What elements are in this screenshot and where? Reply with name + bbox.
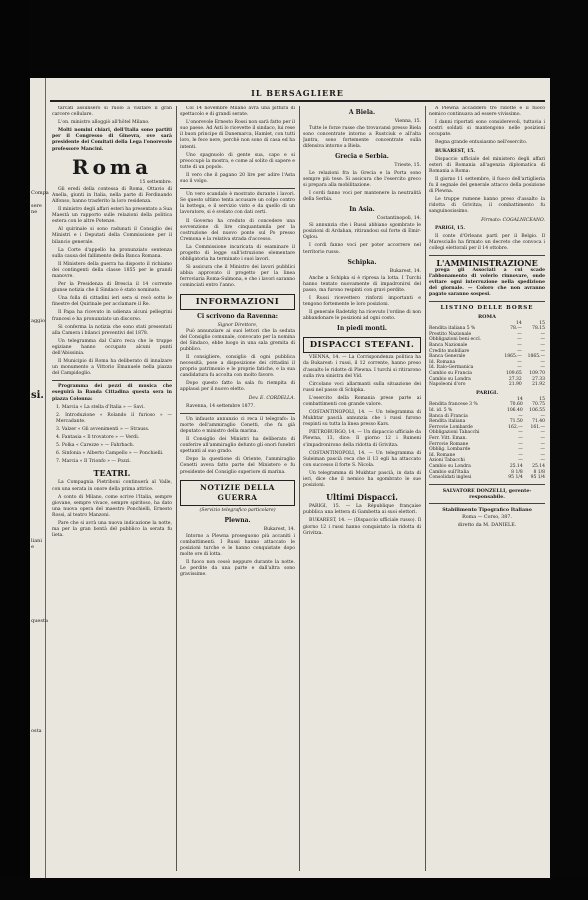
price-cell: — bbox=[540, 365, 545, 371]
paragraph: Al quirinale si sono radunati il Consiglio dei Ministri e i Deputati della Commissione per il bilancio generale. bbox=[52, 227, 172, 245]
price-cell: — bbox=[540, 331, 545, 337]
paragraph: Il generale Radetzky ha ricevuto l'ordine di non abbandonare le posizioni ad ogni costo. bbox=[303, 310, 421, 322]
paragraph: Le truppe rumene hanno preso d'assalto la ridotta di Grivitza; il combattimento fu sanguinosissimo. bbox=[429, 197, 545, 215]
paragraph: Gli eredi della contessa di Roma, Ottavio di Anella, giunti in Italia, nella parte di Ferdinando Alfonso, hanno trasferito la loro residenza. bbox=[52, 186, 172, 204]
table-row bbox=[429, 475, 545, 481]
amministrazione-title: L'AMMINISTRAZIONE bbox=[436, 257, 538, 268]
security-name-cell: Rendita italiana 5 % bbox=[429, 326, 476, 332]
dateline: Bukarest, 14. bbox=[263, 526, 295, 532]
price-cell: — bbox=[517, 365, 522, 371]
paragraph: VIENNA, 14. — La Corrispondenza politica ha da Bukarest: i russi, il 12 corrente, hanno preso d'assalto le ridotte di Plewna. I turchi si ritirarono sulla riva sinistra del Vid. bbox=[303, 355, 421, 379]
masthead bbox=[50, 88, 545, 98]
security-name-cell: Ferrovie Romane bbox=[429, 441, 469, 447]
price-cell: 1865.— bbox=[504, 354, 522, 360]
paragraph: tarcati assunsero sì ruolo a visitare il gran carcere cellulare. bbox=[52, 106, 172, 118]
divider bbox=[52, 380, 172, 381]
paragraph: Il fuoco non cessò neppure durante la notte. Le perdite da una parte e dall'altra sono gravissime. bbox=[180, 560, 295, 578]
bourse-table-parigi bbox=[429, 397, 545, 481]
section-title-informazioni: INFORMAZIONI bbox=[180, 294, 295, 310]
price-cell: — bbox=[540, 441, 545, 447]
price-cell: — bbox=[540, 458, 545, 464]
paragraph: Circolano voci allarmanti sulla situazione dei russi nel passo di Schipka. bbox=[303, 381, 421, 393]
security-name-cell: Banca di Francia bbox=[429, 413, 468, 419]
table-header-cell: 15 bbox=[539, 396, 545, 402]
paragraph: Il consigliere, consiglio di ogni pubblica necessità, pose a disposizione dei cittadini il proprio patrimonio e le proprie fatiche, e la sua candidatura fu accolta con molto favore. bbox=[180, 355, 295, 379]
paragraph: Intorno a Plewna proseguono più accaniti i combattimenti. I Russi hanno attaccato le posizioni turche e le hanno conquistate dopo molte ore di lotta. bbox=[180, 533, 295, 558]
scan-border-bottom bbox=[0, 878, 588, 900]
price-cell: — bbox=[517, 337, 522, 343]
table-header-cell: 14 bbox=[516, 396, 523, 402]
price-cell: 78.— bbox=[510, 326, 522, 332]
table-row bbox=[429, 382, 545, 388]
paragraph: PIETROBURGO, 14. — Un dispaccio ufficiale da Plewna, 13, dice: Il giorno 12 i Rumeni s'impadronirono della ridotta di Grivitza. bbox=[303, 430, 421, 448]
amministrazione-notice: prega gli Associati a cui scade l'abbonamento di volerlo rinnovare, onde evitare ogni interruzione nella spedizione del giornale. — Coloro che non avranno pagato saranno sospesi. bbox=[429, 267, 545, 298]
paragraph: Pare che si avrà una nuova indicazione la notte, ma per la gran bontà del pubblico la serata fu lieta. bbox=[52, 520, 172, 539]
programma-title: Programma dei pezzi di musica che eseguirà la Banda Cittadina questa sera in piazza Colonna: bbox=[52, 384, 172, 402]
section-subtitle: (Servizio telegrafico particolare) bbox=[199, 507, 276, 513]
paragraph: Regna grande entusiasmo nell'esercito. bbox=[435, 140, 528, 146]
paragraph: Si conferma la notizia che sono stati presentati alla Camera i bilanci preventivi del 1878. bbox=[52, 324, 172, 336]
column-divider bbox=[299, 106, 300, 871]
subsection-title: In Asia. bbox=[349, 206, 375, 214]
price-cell: — bbox=[518, 430, 523, 436]
paragraph: Una folla di cittadini ieri sera si recò sotto le finestre del Quirinale per acclamare il Re. bbox=[52, 296, 172, 308]
security-name-cell: Consolidati inglesi bbox=[429, 475, 472, 481]
column-4 bbox=[429, 106, 545, 871]
paragraph: Un telegramma dal Cairo reca che le truppe egiziane hanno occupato alcuni punti dell'Abissinia. bbox=[52, 338, 172, 356]
divider bbox=[429, 503, 545, 504]
price-cell: — bbox=[540, 348, 545, 354]
price-cell: — bbox=[540, 343, 545, 348]
printer-name: Stabilimento Tipografico Italiano bbox=[442, 506, 532, 513]
dateline: Bukarest, 14. bbox=[389, 268, 421, 274]
security-name-cell: Ferr. Vitt. Eman. bbox=[429, 436, 467, 441]
letter-signature: Dev. E. CORDELLA. bbox=[248, 395, 295, 401]
letter-salutation: Signor Direttore, bbox=[217, 322, 258, 328]
programma-item: 4. Fantasia « Il trovatore » — Verdi. bbox=[56, 435, 140, 441]
price-cell: — bbox=[518, 452, 523, 458]
scan-border-top bbox=[0, 0, 588, 78]
stub-word: Compa bbox=[31, 190, 49, 196]
paragraph: Il Ministero della guerra ha disposto il richiamo dei contingenti della classe 1855 per le grandi manovre. bbox=[52, 261, 172, 279]
price-cell: 8 1/8 bbox=[511, 469, 523, 475]
security-name-cell: Rendita francese 3 % bbox=[429, 402, 478, 408]
divider bbox=[429, 255, 545, 256]
price-cell: — bbox=[540, 337, 545, 343]
security-name-cell: Napoleoni d'oro bbox=[429, 382, 466, 388]
paragraph: La Compagnia Pietriboni continuerà al Valle, con una serata in onore della prima attrice. bbox=[52, 480, 172, 492]
price-cell: 95 1/4 bbox=[508, 475, 523, 481]
paragraph: I cordi fanno voci per poter accorrere nel territorio russo. bbox=[303, 243, 421, 255]
security-name-cell: Cambio su Francia bbox=[429, 370, 472, 376]
price-cell: — bbox=[517, 331, 522, 337]
security-name-cell: Id. Romana bbox=[429, 359, 456, 365]
column-1 bbox=[52, 106, 172, 871]
price-cell: — bbox=[540, 430, 545, 436]
column-2 bbox=[180, 106, 295, 871]
column-divider bbox=[176, 106, 177, 871]
security-name-cell: Cambio sull'Italia bbox=[429, 469, 470, 475]
letter-date: Ravenna, 14 settembre 1877. bbox=[186, 403, 255, 409]
price-cell: 25.14 bbox=[532, 463, 545, 469]
price-cell: 106.55 bbox=[529, 408, 545, 414]
dateline: Trieste, 15. bbox=[394, 163, 421, 169]
security-name-cell: Banca Generale bbox=[429, 354, 466, 360]
dateline: PARIGI, 15. bbox=[435, 225, 465, 231]
dateline: BUKAREST, 15. bbox=[435, 148, 475, 154]
price-cell: 27.33 bbox=[532, 376, 545, 382]
paragraph: Si annunzia che i Russi abbiano sgombrato le posizioni di Ardahan, ritirandosi sul forte di Emir-Oglou. bbox=[303, 223, 421, 241]
newspaper-page bbox=[30, 78, 550, 878]
column-divider bbox=[425, 106, 426, 871]
subsection-title: Plewna. bbox=[224, 516, 251, 524]
paragraph: Per la Presidenza di Brescia il 14 corrente giunse notizia che il Sindaco è stato nominato. bbox=[52, 282, 172, 294]
price-cell: 21.92 bbox=[532, 382, 545, 388]
price-cell: 25.14 bbox=[509, 463, 523, 469]
paragraph: Il giorno 11 settembre, il fuoco dell'artiglieria fu il segnale del generale attacco della posizione di Plewna. bbox=[429, 176, 545, 195]
stub-word: osta bbox=[31, 728, 42, 734]
divider bbox=[180, 188, 295, 189]
security-name-cell: Azioni Tabacchi bbox=[429, 458, 465, 464]
paragraph: Il Consiglio dei Ministri ha deliberato di conferire all'ammiraglio defunto gli onori funebri spettanti al suo grado. bbox=[180, 437, 295, 455]
paragraph: A Plewna accaddero tre ridotte e il fuoco nemico continuava ad essere vivissimo. bbox=[429, 106, 545, 118]
signature: Firmato: COGALNICEANO. bbox=[481, 217, 545, 223]
stub-word: liani e bbox=[31, 538, 42, 550]
paragraph: Anche a Schipka si è ripresa la lotta. I Turchi hanno tentato nuovamente di impadronirsi del passo, ma furono respinti con gravi perdite. bbox=[303, 275, 421, 293]
section-title-roma: Roma bbox=[71, 154, 153, 179]
paragraph: Il Papa ha ricevuto in udienza alcuni pellegrini francesi e ha pronunziato un discorso. bbox=[52, 310, 172, 322]
header-rule bbox=[50, 100, 545, 102]
programma-item: 5. Polka « Carezze » — Fahrbach. bbox=[56, 443, 135, 449]
gerente-line: SALVATORE DONZELLI, gerente-responsabile. bbox=[442, 487, 532, 500]
divider bbox=[429, 301, 545, 302]
paragraph: Il conte d'Orleans partì per il Belgio. Il Maresciallo ha firmato un decreto che convoca i collegi elettorali per il 14 ottobre. bbox=[429, 233, 545, 251]
price-cell: 71.40 bbox=[532, 419, 545, 425]
paragraph: Dopo la questione di Oriente, l'ammiraglio Cenetti aveva fatto parte del Ministero e fu presidente del Consiglio superiore di marina. bbox=[180, 457, 295, 475]
programma-item: 7. Marcia « Il Trionfo » — Pozzi. bbox=[56, 459, 131, 465]
paragraph: Un vero scandalo è mostrato durante i lavori. Se questo ultimo tenta accusare un colpo contro la bottega, e il servizio visto e da quello di un lavoratore, si è svelato con dati certi. bbox=[180, 192, 295, 216]
price-cell: 1865.— bbox=[527, 354, 545, 360]
paragraph: L'esercito della Romania prese parte ai combattimenti con grande valore. bbox=[303, 395, 421, 407]
section-title-notizie-guerra: NOTIZIE DELLA GUERRA bbox=[180, 480, 295, 506]
price-cell: — bbox=[518, 458, 523, 464]
paragraph: Uno spagnuolo di gente sua, capo e si preoccupò la mostra, e come al solito di sapere e tutte di un popolo. bbox=[180, 152, 295, 170]
masthead-title: IL BERSAGLIERE bbox=[251, 88, 344, 98]
security-name-cell: Cambio su Londra bbox=[429, 463, 471, 469]
programma-item: 1. Marcia « La stella d'Italia » — Savi. bbox=[56, 404, 145, 410]
security-name-cell: Credito mobiliare bbox=[429, 348, 470, 354]
price-cell: 161.— bbox=[530, 424, 545, 430]
price-cell: 70.75 bbox=[532, 402, 545, 408]
paragraph: PARIGI, 15. — La République française pubblica una lettera di Gambetta ai suoi elettori. bbox=[303, 504, 421, 516]
paragraph: Molti nomini chiari, dell'Italia sono partiti per il Congresso di Ginevra, ove sarà presidente dei Comitati della Lega l'onorevole professore Mancini. bbox=[52, 128, 172, 152]
price-cell: — bbox=[518, 413, 523, 419]
paragraph: Il ministro degli affari esteri ha presentato a Sua Maestà un rapporto sulle relazioni della politica estera con le altre Potenze. bbox=[52, 207, 172, 225]
paragraph: Il Governo ha creduto di concedere una sovvenzione di lire cinquantamila per la costruzione del nuovo ponte sul Po presso Cremona e la relativa strada d'accesso. bbox=[180, 218, 295, 242]
security-name-cell: Cambio su Londra bbox=[429, 376, 471, 382]
price-cell: 109.65 bbox=[506, 370, 522, 376]
paragraph: Un infausto annunzio ci reca il telegrafo: la morte dell'ammiraglio Cenetti, che fu già deputato e ministro della marina. bbox=[180, 416, 295, 434]
bourse-table-roma bbox=[429, 321, 545, 388]
security-name-cell: Id. Romane bbox=[429, 452, 456, 458]
paragraph: A conto di Milano, come scrive l'Italia, sempre giovane, sempre vivace, sempre spiritoso, ha dato una nuova opera del maestro Ponchielli, Ernesto Rossi, al teatro Manzoni. bbox=[52, 494, 172, 518]
column-3 bbox=[303, 106, 421, 871]
price-cell: — bbox=[540, 359, 545, 365]
paragraph: Tutte le forze russe che trovavansi presso Biela sono concentrate intorno a Rustciuk e all'alta Jantra, sono fortemente concentrate sulla difensiva intorno a Biela. bbox=[303, 126, 421, 150]
price-cell: — bbox=[518, 441, 523, 447]
stub-word: aggio bbox=[31, 318, 45, 324]
programma-item: 3. Valzer « Gli avvenimenti » — Strauss. bbox=[56, 426, 150, 432]
security-name-cell: Banca Nazionale bbox=[429, 343, 468, 348]
paragraph: I danni riportati sono considerevoli, tuttavia i nostri soldati si mantengono nelle posizioni occupate. bbox=[429, 120, 545, 138]
security-name-cell: Obbligazioni Tabacchi bbox=[429, 430, 480, 436]
dateline: 15 settembre. bbox=[139, 179, 172, 185]
paragraph: Il Municipio di Roma ha deliberato di innalzare un monumento a Vittorio Emanuele nella piazza del Campidoglio. bbox=[52, 359, 172, 377]
scan-border-right bbox=[550, 0, 588, 900]
scan-border-left bbox=[0, 0, 30, 900]
bourse-city-parigi: PARIGI. bbox=[475, 389, 499, 396]
security-name-cell: Obbligazioni beni eccl. bbox=[429, 337, 482, 343]
paragraph: Dopo questo fatto la sala fu riempita di applausi per il nuovo eletto. bbox=[180, 381, 295, 393]
stub-word: sere ne bbox=[31, 203, 42, 215]
paragraph: L'on. ministro alloggiò all'hôtel Milano. bbox=[58, 120, 150, 126]
price-cell: 70.60 bbox=[509, 402, 523, 408]
bourse-title: LISTINO DELLE BORSE bbox=[440, 305, 534, 312]
paragraph: L'onorevole Ernesto Rossi non sarà fatto per il suo paese. Ad Asti lo ricevette il sindaco, lui rese il buon principe di Danemarca, Hamlet, con tutti loro, le fece nere, perchè non sono di casa ed ha intenti. bbox=[180, 120, 295, 150]
price-cell: 71.50 bbox=[509, 419, 523, 425]
subsection-title: In piedi monti. bbox=[337, 325, 387, 333]
paragraph: I Russi ricevettero rinforzi importanti e tengono fortemente le loro posizioni. bbox=[303, 295, 421, 308]
divider bbox=[180, 413, 295, 414]
section-title-teatri: TEATRI. bbox=[93, 468, 131, 479]
subsection-title: Grecia e Serbia. bbox=[335, 153, 389, 161]
paragraph: Un telegramma di Mukhtar pascià, in data di ieri, dice che il nemico ha sgombrato le sue posizioni. bbox=[303, 470, 421, 489]
dateline: Vienna, 15. bbox=[394, 119, 421, 124]
security-name-cell: Obblig. Lombarde bbox=[429, 447, 471, 453]
paragraph: La Corte d'appello ha pronunziato sentenza sulla causa del fallimento della Banca Romana. bbox=[52, 247, 172, 259]
price-cell: 106.40 bbox=[506, 408, 523, 414]
security-name-cell: Prestito Nazionale bbox=[429, 331, 472, 337]
paragraph: Le relazioni fra la Grecia e la Porta sono sempre più tese. Si assicura che l'esercito greco si prepara alla mobilitazione. bbox=[303, 170, 421, 188]
printer-address: Roma — Corso, 387. bbox=[462, 515, 512, 521]
paragraph: Col 14 novembre Milano avrà una pittura di spettacolo e di grandi serate. bbox=[180, 106, 295, 118]
price-cell: — bbox=[540, 447, 545, 453]
price-cell: 21.90 bbox=[508, 382, 522, 388]
price-cell: — bbox=[540, 413, 545, 419]
subsection-title: Schipka. bbox=[347, 258, 377, 266]
price-cell: — bbox=[517, 359, 522, 365]
paragraph: La Commissione incaricata di esaminare il progetto di legge sull'istruzione elementare obbligatoria ha terminato i suoi lavori. bbox=[180, 244, 295, 263]
price-cell: — bbox=[518, 447, 523, 453]
price-cell: — bbox=[518, 436, 523, 441]
programma-item: 6. Sinfonia « Alberto Campello » — Ponchielli. bbox=[56, 451, 164, 457]
price-cell: 162.— bbox=[508, 424, 523, 430]
section-title-dispacci: DISPACCI STEFANI. bbox=[303, 337, 421, 353]
security-name-cell: Id. Italo-Germanica bbox=[429, 365, 474, 371]
programma-item: 2. Introduzione « Rolando il furioso » — Mercadante. bbox=[56, 412, 172, 424]
letter-heading: Ci scrivono da Ravenna: bbox=[197, 312, 278, 320]
subsection-title: A Biela. bbox=[348, 109, 376, 116]
stub-word: si. bbox=[31, 390, 44, 401]
price-cell: 109.70 bbox=[529, 370, 545, 376]
security-name-cell: Ferrovie Lombarde bbox=[429, 424, 473, 430]
price-cell: 27.32 bbox=[508, 376, 522, 382]
stub-word: questa bbox=[31, 618, 48, 624]
price-cell: 95 1/4 bbox=[530, 475, 545, 481]
paragraph: Dispaccio ufficiale del ministero degli affari esteri di Romania all'agenzia diplomatica di Romania a Roma: bbox=[429, 156, 545, 174]
price-cell: — bbox=[540, 436, 545, 441]
security-name-cell: Rendita italiana bbox=[429, 419, 466, 425]
bourse-city-roma: ROMA bbox=[478, 313, 496, 320]
table-header-cell: 14 bbox=[516, 320, 522, 326]
paragraph: Può annunziare ai suoi lettori che la seduta del Consiglio comunale, convocato per la nomina del Sindaco, ebbe luogo in una sala gremita di pubblico. bbox=[180, 328, 295, 352]
dateline: Costantinopoli, 14. bbox=[376, 216, 421, 222]
paragraph: COSTANTINOPOLI, 14. — Un telegramma di Mukhtar pascià annunzia che i russi furono respinti su tutta la linea presso Kars. bbox=[303, 410, 421, 428]
table-header-cell: 15 bbox=[539, 320, 545, 326]
printer-director: diretto da M. DANIELE. bbox=[457, 523, 517, 529]
price-cell: — bbox=[517, 343, 522, 348]
section-title-ultimi-dispacci: Ultimi Dispacci. bbox=[326, 492, 398, 503]
security-name-cell: Id. id. 5 % bbox=[429, 408, 453, 414]
price-cell: — bbox=[540, 452, 545, 458]
divider bbox=[429, 484, 545, 485]
paragraph: COSTANTINOPOLI, 14. — Un telegramma di Suleiman pascià reca che il 13 egli ha attaccato con successo il forte S. Nicola. bbox=[303, 450, 421, 468]
paragraph: BUKAREST, 14. — (Dispaccio ufficiale russo). Il giorno 12 i russi hanno conquistato la ridotta di Grivitza. bbox=[303, 518, 421, 536]
price-cell: — bbox=[517, 348, 522, 354]
paragraph: Il vero che il pagano 20 lire per adire l'Asta suo il volgo. bbox=[180, 172, 295, 185]
price-cell: 8 1/8 bbox=[533, 469, 545, 475]
adjacent-page-stub bbox=[30, 78, 49, 878]
paragraph: I cordi fanno voci per mantenere la neutralità della Serbia. bbox=[303, 190, 421, 202]
paragraph: Si assicura che il Ministro dei lavori pubblici abbia approvato il progetto per la linea ferroviaria Roma-Sulmona, e che i lavori saranno cominciati entro l'anno. bbox=[180, 265, 295, 289]
price-cell: 78.15 bbox=[532, 326, 545, 332]
